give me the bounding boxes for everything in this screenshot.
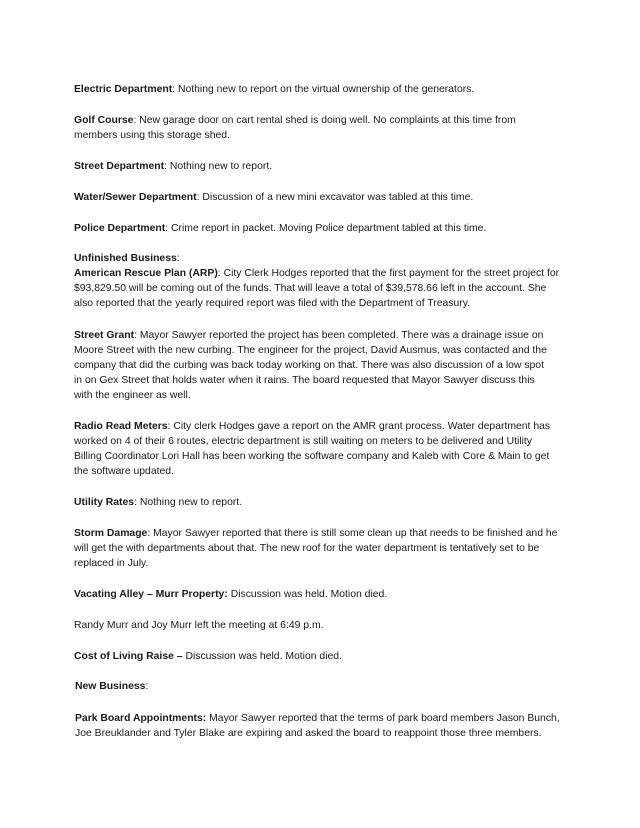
section-text: New garage door on cart rental shed is doing well. No complaints at this time from	[139, 115, 516, 126]
new-business-heading: New Business:	[75, 681, 149, 692]
attendance-note: Randy Murr and Joy Murr left the meeting at 6:49 p.m.	[74, 620, 324, 631]
section-text: in on Gex Street that holds water when it rains. The board requested that Mayor Sawyer discuss this	[74, 375, 535, 386]
section-text: Discussion was held. Motion died.	[230, 589, 388, 600]
radio-read-meters-entry: Radio Read Meters: City clerk Hodges gave a report on the AMR grant process. Water department has	[74, 421, 551, 432]
section-text: Joe Breuklander and Tyler Blake are expiring and asked the board to reappoint those three members.	[75, 728, 542, 739]
section-text: the software updated.	[74, 466, 174, 477]
section-heading: Electric Department	[74, 84, 173, 95]
utility-rates-entry: Utility Rates: Nothing new to report.	[74, 497, 243, 508]
section-text: Discussion of a new mini excavator was tabled at this time.	[202, 192, 474, 203]
storm-damage-entry: Storm Damage: Mayor Sawyer reported that there is still some clean up that needs to be finished and he	[74, 528, 558, 539]
section-heading: American Rescue Plan (ARP)	[74, 268, 218, 279]
section-heading: New Business	[75, 681, 146, 692]
section-text: Mayor Sawyer reported that the terms of park board members Jason Bunch,	[209, 713, 560, 724]
arp-entry: American Rescue Plan (ARP): City Clerk Hodges reported that the first payment for the street project for	[74, 268, 560, 279]
cost-of-living-entry	[74, 651, 342, 663]
section-text: Mayor Sawyer reported that there is still some clean up that needs to be finished and he	[153, 528, 558, 539]
golf-course-entry: Golf Course: New garage door on cart rental shed is doing well. No complaints at this time from	[74, 115, 516, 126]
section-heading: Unfinished Business	[74, 253, 177, 264]
section-heading: Street Grant	[74, 330, 135, 341]
electric-department-entry: Electric Department: Nothing new to report on the virtual ownership of the generators.	[74, 84, 475, 95]
section-heading: Police Department	[74, 223, 166, 234]
section-heading: Radio Read Meters	[74, 421, 168, 432]
section-text: Billing Coordinator Lori Hall has been working the software company and Kaleb with Core & Main to get	[74, 451, 550, 462]
section-heading: Vacating Alley – Murr Property:	[74, 589, 228, 600]
section-heading: Golf Course	[74, 115, 134, 126]
section-heading: Storm Damage	[74, 528, 148, 539]
section-heading: Cost of Living Raise –	[74, 651, 183, 662]
street-grant-entry: Street Grant: Mayor Sawyer reported the project has been completed. There was a drainage issue on	[74, 330, 544, 341]
section-text: Nothing new to report.	[169, 161, 273, 172]
section-text: members using this storage shed.	[74, 130, 230, 141]
vacating-alley-entry	[74, 589, 387, 601]
section-text: $93,829.50 will be coming out of the funds. That will leave a total of $39,578.66 left in the account. She	[74, 283, 547, 294]
section-heading: Street Department	[74, 161, 165, 172]
section-text: Nothing new to report on the virtual ownership of the generators.	[177, 84, 475, 95]
water-sewer-entry: Water/Sewer Department: Discussion of a new mini excavator was tabled at this time.	[74, 192, 474, 203]
section-heading: Utility Rates	[74, 497, 135, 508]
unfinished-business-heading: Unfinished Business:	[74, 253, 180, 264]
section-text: Nothing new to report.	[139, 497, 243, 508]
section-text: City Clerk Hodges reported that the first payment for the street project for	[223, 268, 560, 279]
section-text: with the engineer as well.	[74, 390, 191, 401]
section-text: Moore Street with the new curbing. The engineer for the project, David Ausmus, was contacted and the	[74, 345, 547, 356]
park-board-entry	[75, 713, 560, 725]
section-text: Discussion was held. Motion died.	[185, 651, 342, 662]
section-text: company that did the curbing was back today working on that. There was also discussion of a low spot	[74, 360, 544, 371]
section-text: City clerk Hodges gave a report on the AMR grant process. Water department has	[173, 421, 551, 432]
section-heading: Park Board Appointments:	[75, 713, 207, 724]
section-text: Mayor Sawyer reported the project has been completed. There was a drainage issue on	[139, 330, 544, 341]
section-text: will get the with departments about that. The new roof for the water department is tentatively set to be	[74, 543, 540, 554]
section-text: also reported that the yearly required report was filed with the Department of Treasury.	[74, 298, 470, 309]
section-text: Crime report in packet. Moving Police department tabled at this time.	[171, 223, 487, 234]
section-text: worked on 4 of their 6 routes, electric department is still waiting on meters to be delivered and Utility	[74, 436, 532, 447]
section-text: replaced in July.	[74, 558, 149, 569]
section-heading: Water/Sewer Department	[74, 192, 197, 203]
police-department-entry: Police Department: Crime report in packet. Moving Police department tabled at this time.	[74, 223, 487, 234]
street-department-entry: Street Department: Nothing new to report.	[74, 161, 273, 172]
